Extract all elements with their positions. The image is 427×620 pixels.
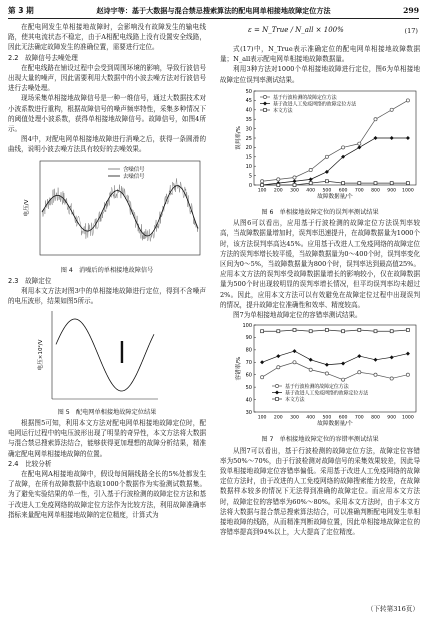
y-tick-label: 0 xyxy=(248,182,252,189)
legend-label: 基于行波检测的故障定位方法 xyxy=(285,384,349,391)
data-point xyxy=(342,146,345,149)
data-point xyxy=(261,183,264,186)
data-point xyxy=(309,177,313,181)
data-point xyxy=(358,142,361,145)
y-tick-label: 70 xyxy=(245,360,252,367)
data-point xyxy=(390,181,393,184)
data-point xyxy=(261,330,264,333)
series-line xyxy=(262,363,408,380)
paragraph: 在配电线路在铺设过程中会受到周围环境的影响，导致行波信号出现大量的噪声，因此需要利用大数据中的小波去噪方法对行波信号进行去噪处理。 xyxy=(8,63,206,93)
figure-caption: 图 6 单相接地故障定位的误判率测试结果 xyxy=(261,209,379,217)
issue-number: 第 3 期 xyxy=(8,6,34,15)
data-point xyxy=(325,372,328,375)
data-point xyxy=(374,330,377,333)
data-point xyxy=(293,179,297,183)
y-axis-label: 电压×10²/V xyxy=(38,339,44,371)
data-point xyxy=(293,349,297,353)
left-column xyxy=(8,22,206,520)
figure-4 xyxy=(8,155,206,266)
data-point xyxy=(390,330,393,333)
y-tick-label: 35 xyxy=(245,116,252,123)
data-point xyxy=(358,329,361,332)
x-tick-label: 600 xyxy=(338,188,348,194)
data-point xyxy=(261,376,264,379)
data-point xyxy=(277,183,280,186)
data-point xyxy=(325,363,329,367)
y-axis-label: 误判率/% xyxy=(236,125,242,150)
x-tick-label: 700 xyxy=(354,188,364,194)
paragraph: 从图6可以看出，应用基于行波检测的故障定位方法误判率较高，当故障数据量增加时，误判率迅速提升，在故障数据量为1000个时，该方法误判率高达45%。应用基于改进人工免疫网络的故障定位方法的误判率增长较平缓，当故障数据量为0～400个时，误判率变化区间为0～5%，当故障数据量为800个时，误判率达到最高值25%。应用本文方法的误判率受故障数据量增长的影响较小，仅在故障数据量为500个时出现较明显的误判率增长情况，但平均误判率均未超过2%。因此，应用本文方法可以有效避免在故障定位过程中出现误判的情况，提升故障定位准确性和效率、精度较高。 xyxy=(220,219,420,309)
series-line xyxy=(262,181,408,185)
legend-label: 去噪信号 xyxy=(123,173,145,180)
section-heading: 2.4 比较分析 xyxy=(8,459,52,468)
figure-7-chart xyxy=(220,320,420,432)
right-column xyxy=(220,22,420,537)
data-point xyxy=(261,179,264,182)
plot-frame xyxy=(40,161,200,255)
series-line xyxy=(262,330,408,331)
data-point xyxy=(325,180,328,183)
data-point xyxy=(374,373,377,376)
y-tick-label: 80 xyxy=(245,347,252,354)
data-point xyxy=(390,108,393,111)
running-header xyxy=(8,4,419,19)
paragraph: 在配电网发生单相接地故障时，会影响没有故障发生的输电线路，使其电流状态不稳定，由于A相配电线路上没有设置安全线路，因此无法确定故障发生的准确位置，需要进行定位。 xyxy=(8,23,206,52)
x-tick-label: 800 xyxy=(371,188,380,194)
data-point xyxy=(374,181,377,184)
y-tick-label: 50 xyxy=(245,385,252,392)
data-point xyxy=(406,181,409,184)
data-point xyxy=(406,329,409,332)
y-axis-label: 容错率/% xyxy=(236,356,242,381)
legend-label: 基于改进人工免疫网络的故障定位方法 xyxy=(273,101,357,108)
y-tick-label: 20 xyxy=(245,145,252,152)
data-point xyxy=(374,117,377,120)
continued-note: （下转第316页） xyxy=(366,605,419,613)
x-tick-label: 400 xyxy=(306,188,316,194)
data-point xyxy=(276,354,280,358)
x-tick-label: 300 xyxy=(290,415,299,421)
x-tick-label: 500 xyxy=(322,415,332,421)
section-heading: 2.2 故障信号去噪处理 xyxy=(8,53,78,62)
data-point xyxy=(293,329,296,332)
y-tick-label: 100 xyxy=(242,323,252,330)
y-tick-label: 30 xyxy=(245,126,252,133)
series-line xyxy=(262,138,408,185)
data-point xyxy=(390,356,394,360)
data-point xyxy=(309,181,312,184)
x-tick-label: 700 xyxy=(354,415,364,421)
figure-4-chart xyxy=(8,155,206,263)
x-tick-label: 300 xyxy=(290,188,299,194)
data-point xyxy=(342,378,345,381)
paragraph: 在配电网A相接地故障中，假设每间隔线路全长的5%处都发生了故障，在所有故障数据中选取1000个数据作为实验测试数据集。为了避免实验结果的单一性，引入基于行波检测的故障定位方法和基于改进人工免疫网络的故障定位方法作为比较方法，利用故障准确率指标来量配电网单相接地故障的定位精度，计算式为 xyxy=(8,470,206,519)
data-point xyxy=(293,183,296,186)
y-tick-label: 30 xyxy=(245,410,252,417)
data-point xyxy=(406,99,409,102)
paragraph: 利用本文方法对图3中的单相接地故障进行定位，得到不含噪声的电压波形，结果如图5所示。 xyxy=(8,287,206,306)
data-point xyxy=(357,145,361,149)
data-point xyxy=(293,361,296,364)
data-point xyxy=(390,136,394,140)
paragraph: 现场采集单相接地故障信号是一种一维信号，通过大数据技术对小波系数进行重构，根据故障信号的噪声频率特性，采集多种情况下的阈值处理小波系数，获得单相接地故障信号。故障信号，如图4所示。 xyxy=(8,94,206,134)
figure-caption: 图 4 消噪后的单相接地故障信号 xyxy=(60,266,154,274)
x-tick-label: 500 xyxy=(322,188,332,194)
data-point xyxy=(341,362,345,366)
x-tick-label: 100 xyxy=(257,188,267,194)
waveform-line xyxy=(56,319,154,391)
data-point xyxy=(275,385,278,388)
paragraph: 图7为单相接地故障定位的容错率测试结果。 xyxy=(233,311,362,320)
series-line xyxy=(42,185,198,235)
data-point xyxy=(357,354,361,358)
data-point xyxy=(390,377,393,380)
section-heading: 2.3 故障定位 xyxy=(8,277,52,286)
data-point xyxy=(406,352,410,356)
data-point xyxy=(374,358,378,362)
data-point xyxy=(406,136,410,140)
x-tick-label: 200 xyxy=(273,415,283,421)
legend-label: 基于改进人工免疫网络的故障定位方法 xyxy=(285,390,369,397)
x-axis-label: 故障数据量/个 xyxy=(317,193,353,200)
legend-label: 本文方法 xyxy=(285,397,305,404)
figure-6 xyxy=(220,85,420,208)
data-point xyxy=(325,155,328,158)
y-tick-label: 40 xyxy=(245,107,252,114)
figure-6-chart xyxy=(220,85,420,205)
fault-marker xyxy=(121,341,123,363)
paragraph: 式(17)中，N_True表示准确定位的配电网单相接地故障数据量；N_all表示配电网单相接地故障数据量。 xyxy=(220,45,420,64)
x-tick-label: 600 xyxy=(338,415,348,421)
series-line xyxy=(42,178,198,241)
y-tick-label: 5 xyxy=(248,173,252,180)
page-number: 299 xyxy=(403,6,419,15)
y-tick-label: 45 xyxy=(245,98,252,105)
x-tick-label: 200 xyxy=(273,188,283,194)
y-tick-label: 15 xyxy=(245,154,252,161)
paragraph: 利用3种方法对1000个单相接地故障进行定位，图6为单相接地故障定位误判率测试结果。 xyxy=(220,65,420,84)
data-point xyxy=(309,368,312,371)
data-point xyxy=(263,101,267,105)
y-tick-label: 90 xyxy=(245,335,252,342)
y-tick-label: 60 xyxy=(245,372,252,379)
data-point xyxy=(342,330,345,333)
x-tick-label: 900 xyxy=(387,188,397,194)
paragraph: 图4中，对配电网单相接地故障进行消噪之后，获得一条圆滑的曲线，说明小波去噪方法具有较好的去噪效果。 xyxy=(8,135,206,154)
figure-5 xyxy=(8,307,206,408)
data-point xyxy=(277,178,280,181)
equation-17 xyxy=(220,22,420,44)
y-tick-label: 25 xyxy=(245,135,252,142)
legend-label: 含噪信号 xyxy=(123,166,145,173)
y-tick-label: 40 xyxy=(245,397,252,404)
legend-label: 基于行波检测的故障定位方法 xyxy=(273,94,337,101)
data-point xyxy=(263,95,266,98)
x-tick-label: 1000 xyxy=(402,188,414,194)
figure-caption: 图 7 单相接地故障定位的容错率测试结果 xyxy=(261,436,379,444)
data-point xyxy=(264,108,267,111)
data-point xyxy=(358,371,361,374)
paragraph: 从图7可以看出，基于行波检测的故障定位方法，故障定位容错率为50%～70%，由于行波检测对故障信号的采集效果较差，因此导致单相接地故障定位容错率偏低。采用基于改进人工免疫网络的故障定位方法时，由于改进的人工免疫网络的故障搜索能力较差，在故障数据样本较多的情况下无法得到准确的故障定位。而应用本文方法时，故障定位的容错率为60%～80%。采用本文方法时，由于本文方法将大数据与混合禁忌搜索算法结合，可以准确判断配电网发生单相接地故障的线路，从而精准判断故障位置，因此单相接地故障定位的容错率提高到94%以上，大大提高了定位精度。 xyxy=(220,446,420,537)
x-tick-label: 800 xyxy=(371,415,380,421)
data-point xyxy=(309,358,313,362)
data-point xyxy=(275,391,279,395)
x-axis-label: 故障数据量/个 xyxy=(317,421,353,428)
equation-number: (17) xyxy=(404,27,418,35)
legend-label: 本文方法 xyxy=(273,107,293,114)
data-point xyxy=(277,330,280,333)
y-tick-label: 10 xyxy=(245,163,252,170)
paragraph: 根据图5可知，利用本文方法对配电网单相接地故障定位时，配电网运行过程中的电压波形出现了明显的奇异性，本文方法将大数据与混合禁忌搜索算法结合，能够获得更加理想的故障分析结果，精准确定配电网单相接地故障的位置。 xyxy=(8,419,206,458)
data-point xyxy=(406,373,409,376)
x-tick-label: 1000 xyxy=(402,415,414,421)
x-tick-label: 400 xyxy=(306,415,316,421)
data-point xyxy=(309,168,312,171)
series-line xyxy=(262,351,408,365)
data-point xyxy=(358,181,361,184)
running-title: 赵诗宇等：基于大数据与混合禁忌搜索算法的配电网单相接地故障定位方法 xyxy=(96,6,331,15)
data-point xyxy=(293,176,296,179)
data-point xyxy=(276,398,279,401)
y-axis-label: 电压/V xyxy=(24,199,30,217)
x-tick-label: 900 xyxy=(387,415,397,421)
equation: ε = N_True / N_all × 100% xyxy=(248,26,344,34)
data-point xyxy=(325,329,328,332)
data-point xyxy=(342,181,345,184)
data-point xyxy=(374,136,378,140)
x-tick-label: 100 xyxy=(257,415,267,421)
y-tick-label: 50 xyxy=(245,88,252,95)
figure-7 xyxy=(220,320,420,435)
data-point xyxy=(277,366,280,369)
data-point xyxy=(260,361,264,365)
figure-caption: 图 5 配电网单相接地故障定位结果 xyxy=(57,408,157,416)
figure-5-chart xyxy=(8,307,206,405)
data-point xyxy=(309,330,312,333)
